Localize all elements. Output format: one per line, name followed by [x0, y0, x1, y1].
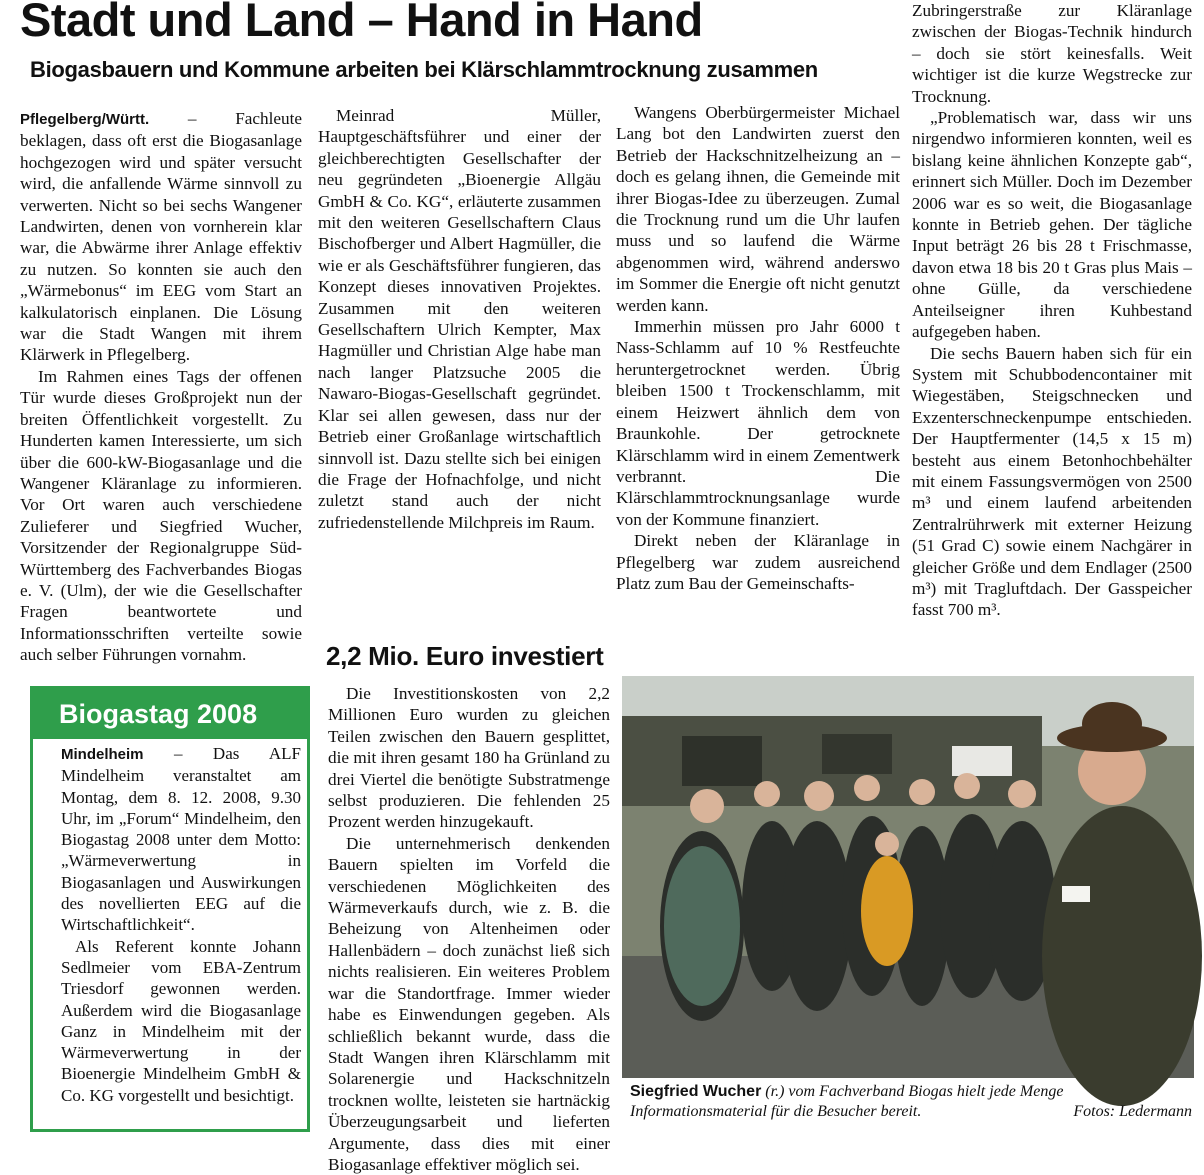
caption-text: (r.) vom Fachverband Biogas hielt jede Menge Informationsmaterial für die Besucher bereit.	[630, 1083, 1064, 1120]
paragraph-text: – Das ALF Mindelheim veranstaltet am Montag, dem 8. 12. 2008, 9.30 Uhr, im „Forum“ Mindelheim, den Biogastag 2008 unter dem Motto: „Wärmeverwertung in Biogasanlagen und Auswirkungen des novellierten EEG auf die Wirtschaftlichkeit“.	[61, 744, 301, 935]
article-paragraph-10: Die sechs Bauern haben sich für ein System mit Schubbodencontainer mit Wiegestäben, Steigschnecken und Exzenterschneckenpumpe entschieden. Der Hauptfermenter (14,5 x 15 m) besteht aus einem Betonhochbehälter mit einem Fassungsvermögen von 2500 m³ und einem laufend arbeitenden Zentralrührwerk mit externer Heizung (51 Grad C) sowie einem Nachgärer in gleicher Größe und dem Endlager (2500 m³) mit Tragluftdach. Der Gasspeicher fasst 700 m³.	[912, 343, 1192, 620]
info-box-body	[61, 743, 301, 1123]
article-paragraph-7: Immerhin müssen pro Jahr 6000 t Nass-Schlamm auf 10 % Restfeuchte heruntergetrocknet werden. Übrig bleiben 1500 t Trockenschlamm, mit einem Heizwert ähnlich dem von Braunkohle. Der getrocknete Klärschlamm wird in einem Zementwerk verbrannt. Die Klärschlammtrocknungsanlage wurde von der Kommune finanziert.	[616, 317, 900, 529]
article-paragraph-8-continued: Zubringerstraße zur Kläranlage zwischen der Biogas-Technik hindurch – doch sie stört keinesfalls. Weit wichtiger ist die kurze Wegstrecke zur Trocknung.	[912, 1, 1192, 106]
article-paragraph-1	[20, 108, 302, 366]
article-column-4	[912, 0, 1192, 660]
info-box	[30, 686, 310, 1132]
article-column-1	[20, 108, 302, 668]
headline: Stadt und Land – Hand in Hand	[20, 0, 703, 46]
photo-caption	[630, 1082, 1200, 1122]
article-column-2b	[328, 683, 610, 1174]
info-box-paragraph-2: Als Referent konnte Johann Sedlmeier vom EBA-Zentrum Triesdorf gewonnen werden. Außerdem wird die Biogasanlage Ganz in Mindelheim mit der Wärmeverwertung in der Bioenergie Mindelheim GmbH & Co. KG vorgestellt und besichtigt.	[61, 936, 301, 1105]
dateline: Pflegelberg/Württ.	[20, 111, 150, 128]
caption-name: Siegfried Wucher	[630, 1083, 762, 1100]
event-photo	[622, 676, 1194, 1078]
article-paragraph-8: Direkt neben der Kläranlage in Pflegelberg war zudem ausreichend Platz zum Bau der Gemeinschafts-	[616, 531, 900, 593]
section-heading: 2,2 Mio. Euro investiert	[326, 641, 604, 671]
group-photo-illustration	[622, 676, 1194, 1078]
article-paragraph-2: Im Rahmen eines Tags der offenen Tür wurde dieses Großprojekt nun der breiten Öffentlichkeit vorgestellt. Zu Hunderten kamen Interessierte, um sich über die 600-kW-Biogasanlage und die Wangener Kläranlage zu informieren. Vor Ort waren auch verschiedene Zulieferer und Siegfried Wucher, Vorsitzender der Regionalgruppe Süd-Württemberg des Fachverbandes Biogas e. V. (Ulm), der wie die Gesellschafter Fragen beantwortete und Informationsschriften verteilte sowie auch selber Führungen vornahm.	[20, 366, 302, 665]
article-paragraph-6: Wangens Oberbürgermeister Michael Lang bot den Landwirten zuerst den Betrieb der Hackschnitzelheizung an – doch es gelang ihnen, die Gemeinde mit ihrer Biogas-Idee zu überzeugen. Zumal die Trocknung rund um die Uhr laufen muss und so laufend die Wärme abgenommen wird, während anderswo im Sommer die Energie oft nicht genutzt werden kann.	[616, 103, 900, 315]
info-box-paragraph-1	[61, 743, 301, 936]
subheadline: Biogasbauern und Kommune arbeiten bei Klärschlammtrocknung zusammen	[30, 57, 818, 82]
article-column-2	[318, 105, 601, 620]
info-box-title: Biogastag 2008	[33, 689, 307, 739]
article-paragraph-4: Die Investitionskosten von 2,2 Millionen Euro wurden zu gleichen Teilen zwischen den Bauern gesplittet, die mit ihren gesamt 180 ha Grünland zu drei Viertel die benötigte Substratmenge selbst produzieren. Die fehlenden 25 Prozent werden hinzugekauft.	[328, 684, 610, 832]
article-paragraph-5: Die unternehmerisch denkenden Bauern spielten im Vorfeld die verschiedenen Möglichkeiten des Wärmeverkaufs durch, wie z. B. die Beheizung von Altenheimen oder Hallenbädern – doch zunächst ließ sich nichts realisieren. Ein weiteres Problem war die Standortfrage. Immer wieder habe es Einwendungen gegeben. Als schließlich bekannt wurde, dass die Stadt Wangen ihren Klärschlamm mit Solarenergie und Hackschnitzeln trocknen wollte, leisteten sie hartnäckig Überzeugungsarbeit und lieferten Argumente, dass dies mit einer Biogasanlage effektiver möglich sei.	[328, 833, 610, 1174]
article-paragraph-3: Meinrad Müller, Hauptgeschäftsführer und einer der gleichberechtigten Gesellschafter der neu gegründeten „Bioenergie Allgäu GmbH & Co. KG“, erläuterte zusammen mit den weiteren Gesellschaftern Claus Bischofberger und Albert Hagmüller, die wie er als Geschäftsführer fungieren, das Konzept dieses innovativen Projektes. Zusammen mit den weiteren Gesellschaftern Ulrich Kempter, Max Hagmüller und Christian Alge habe man nach langer Platzsuche 2005 die Nawaro-Biogas-Gesellschaft gegründet. Klar sei allen gewesen, dass nur der Betrieb einer Großanlage wirtschaftlich sinnvoll ist. Dazu stellte sich bei einigen die Frage der Hofnachfolge, und nicht zuletzt stand auch der nicht zufriedenstellende Milchpreis im Raum.	[318, 106, 601, 532]
article-column-3	[616, 102, 900, 652]
photo-credit: Fotos: Ledermann	[1073, 1103, 1192, 1120]
paragraph-text: – Fachleute beklagen, dass oft erst die Biogasanlage hochgezogen wird und später versucht wird, die anfallende Wärme sinnvoll zu verwerten. Nicht so bei sechs Wangener Landwirten, denen von vornherein klar war, die Abwärme ihrer Anlage effektiv zu nutzen. So konnten sie auch den „Wärmebonus“ im EEG vom Start an kalkulatorisch einplanen. Die Lösung war die Stadt Wangen mit ihrem Klärwerk in Pflegelberg.	[20, 109, 303, 365]
article-paragraph-9: „Problematisch war, dass wir uns nirgendwo informieren konnten, weil es bislang keine ähnlichen Konzepte gab“, erinnert sich Müller. Doch im Dezember 2006 war es so weit, die Biogasanlage konnte in Betrieb gehen. Der tägliche Input beträgt 26 bis 28 t Frischmasse, davon etwa 18 bis 20 t Gras plus Mais – ohne Gülle, da verschiedene Anteilseigner ihren Kuhbestand aufgegeben haben.	[912, 108, 1192, 342]
info-box-dateline: Mindelheim	[61, 746, 144, 763]
